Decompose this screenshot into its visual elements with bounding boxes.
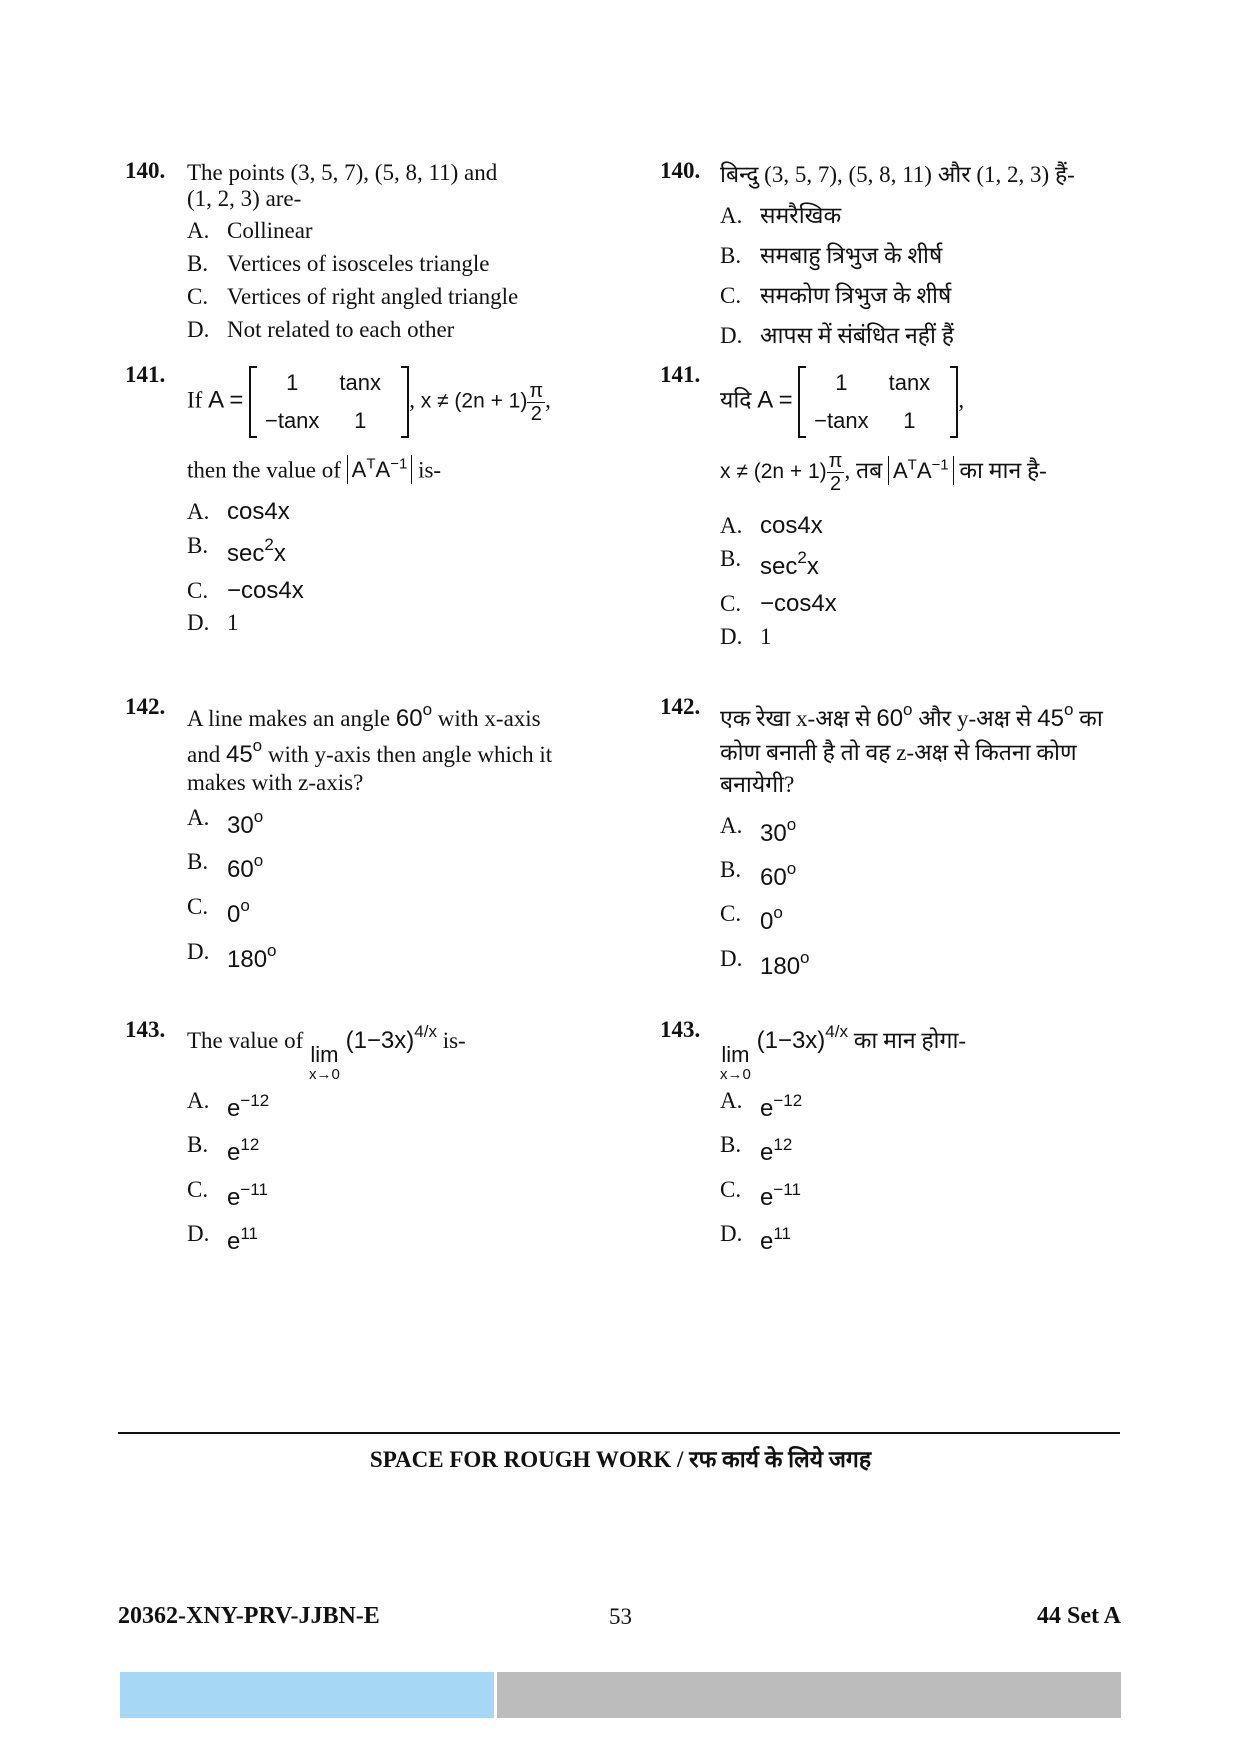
question-stem: If A = 1 tanx −tanx 1 , x ≠ (2n + 1) $\frac{\pi}{2}$ , xyxy=(187,366,647,438)
rough-work-heading: SPACE FOR ROUGH WORK / रफ कार्य के लिये जगह xyxy=(369,1447,872,1472)
option-c[interactable]: C. 0$^o$ xyxy=(187,894,250,928)
option-d[interactable]: D. e11 xyxy=(187,1221,259,1255)
matrix-a: 1 tanx −tanx 1 xyxy=(249,366,409,438)
question-number: 143. xyxy=(125,1017,166,1042)
option-c[interactable]: C. −cos4x xyxy=(720,590,837,617)
footer-bar-grey xyxy=(497,1672,1121,1718)
option-c[interactable]: C. 0$^o$ xyxy=(720,901,783,935)
question-stem: A line makes an angle 60$^o$ with x-axis xyxy=(187,700,541,732)
question-number: 141. xyxy=(125,362,166,387)
option-d[interactable]: D. 1 xyxy=(187,610,239,635)
question-stem-line2: then the value of $A^TA^{-1}$ is- xyxy=(187,456,442,483)
option-b[interactable]: B. $\sec^2x$ xyxy=(720,546,819,580)
option-b[interactable]: B. 60$^o$ xyxy=(720,857,797,891)
question-stem: The points (3, 5, 7), (5, 8, 11) and (1, 2, 3) are- xyxy=(187,160,498,211)
option-a[interactable]: A. Collinear xyxy=(187,218,313,243)
option-d[interactable]: D. आपस में संबंधित नहीं हैं xyxy=(720,323,954,348)
option-c[interactable]: C. −cos4x xyxy=(187,577,304,604)
determinant-expression: $A^TA^{-1}$ xyxy=(888,456,954,485)
option-a[interactable]: A. e−12 xyxy=(720,1088,803,1122)
question-number: 143. xyxy=(660,1017,701,1042)
option-a[interactable]: A. समरैखिक xyxy=(720,203,842,228)
option-c[interactable]: C. Vertices of right angled triangle xyxy=(187,284,519,309)
option-d[interactable]: D. Not related to each other xyxy=(187,317,455,342)
option-a[interactable]: A. 30$^o$ xyxy=(187,805,264,839)
question-stem: बिन्दु (3, 5, 7), (5, 8, 11) और (1, 2, 3) हैं- xyxy=(720,162,1075,187)
option-b[interactable]: B. e12 xyxy=(720,1132,793,1166)
question-stem-line2: x ≠ (2n + 1) $\frac{\pi}{2}$ , तब $A^TA^{-1}$ का मान है- xyxy=(720,450,1047,495)
option-a[interactable]: A. 30$^o$ xyxy=(720,813,797,847)
question-number: 142. xyxy=(660,694,701,719)
divider-rule xyxy=(118,1432,1120,1434)
option-b[interactable]: B. e12 xyxy=(187,1132,260,1166)
option-b[interactable]: B. समबाहु त्रिभुज के शीर्ष xyxy=(720,243,943,268)
question-stem: The value of lim x→0 $(1-3x)^{4/x}$ is- xyxy=(187,1022,466,1083)
page-number: 53 xyxy=(609,1604,632,1629)
option-c[interactable]: C. e−11 xyxy=(720,1177,801,1211)
option-d[interactable]: D. e11 xyxy=(720,1221,792,1255)
option-b[interactable]: B. Vertices of isosceles triangle xyxy=(187,251,490,276)
option-d[interactable]: D. 180$^o$ xyxy=(187,939,277,973)
option-c[interactable]: C. समकोण त्रिभुज के शीर्ष xyxy=(720,283,952,308)
question-stem: यदि A = 1 tanx −tanx 1 , xyxy=(720,366,1150,438)
question-number: 142. xyxy=(125,694,166,719)
question-number: 141. xyxy=(660,362,701,387)
question-number: 140. xyxy=(125,158,166,183)
option-c[interactable]: C. e−11 xyxy=(187,1177,268,1211)
option-b[interactable]: B. 60$^o$ xyxy=(187,849,264,883)
option-b[interactable]: B. $\sec^2x$ xyxy=(187,533,286,567)
question-stem: एक रेखा x-अक्ष से 60$^o$ और y-अक्ष से 45$^o$ का xyxy=(720,700,1103,732)
option-a[interactable]: A. cos4x xyxy=(187,498,290,525)
option-d[interactable]: D. 1 xyxy=(720,624,772,649)
matrix-a: 1 tanx −tanx 1 xyxy=(798,366,958,438)
option-a[interactable]: A. e−12 xyxy=(187,1088,270,1122)
paper-code: 20362-XNY-PRV-JJBN-E xyxy=(118,1603,380,1629)
question-number: 140. xyxy=(660,158,701,183)
option-d[interactable]: D. 180$^o$ xyxy=(720,946,810,980)
determinant-expression: $A^TA^{-1}$ xyxy=(347,455,413,484)
set-label: 44 Set A xyxy=(1037,1603,1121,1629)
question-stem: lim x→0 $(1-3x)^{4/x}$ का मान होगा- xyxy=(720,1022,967,1083)
option-a[interactable]: A. cos4x xyxy=(720,512,823,539)
footer-bar-blue xyxy=(120,1672,494,1718)
